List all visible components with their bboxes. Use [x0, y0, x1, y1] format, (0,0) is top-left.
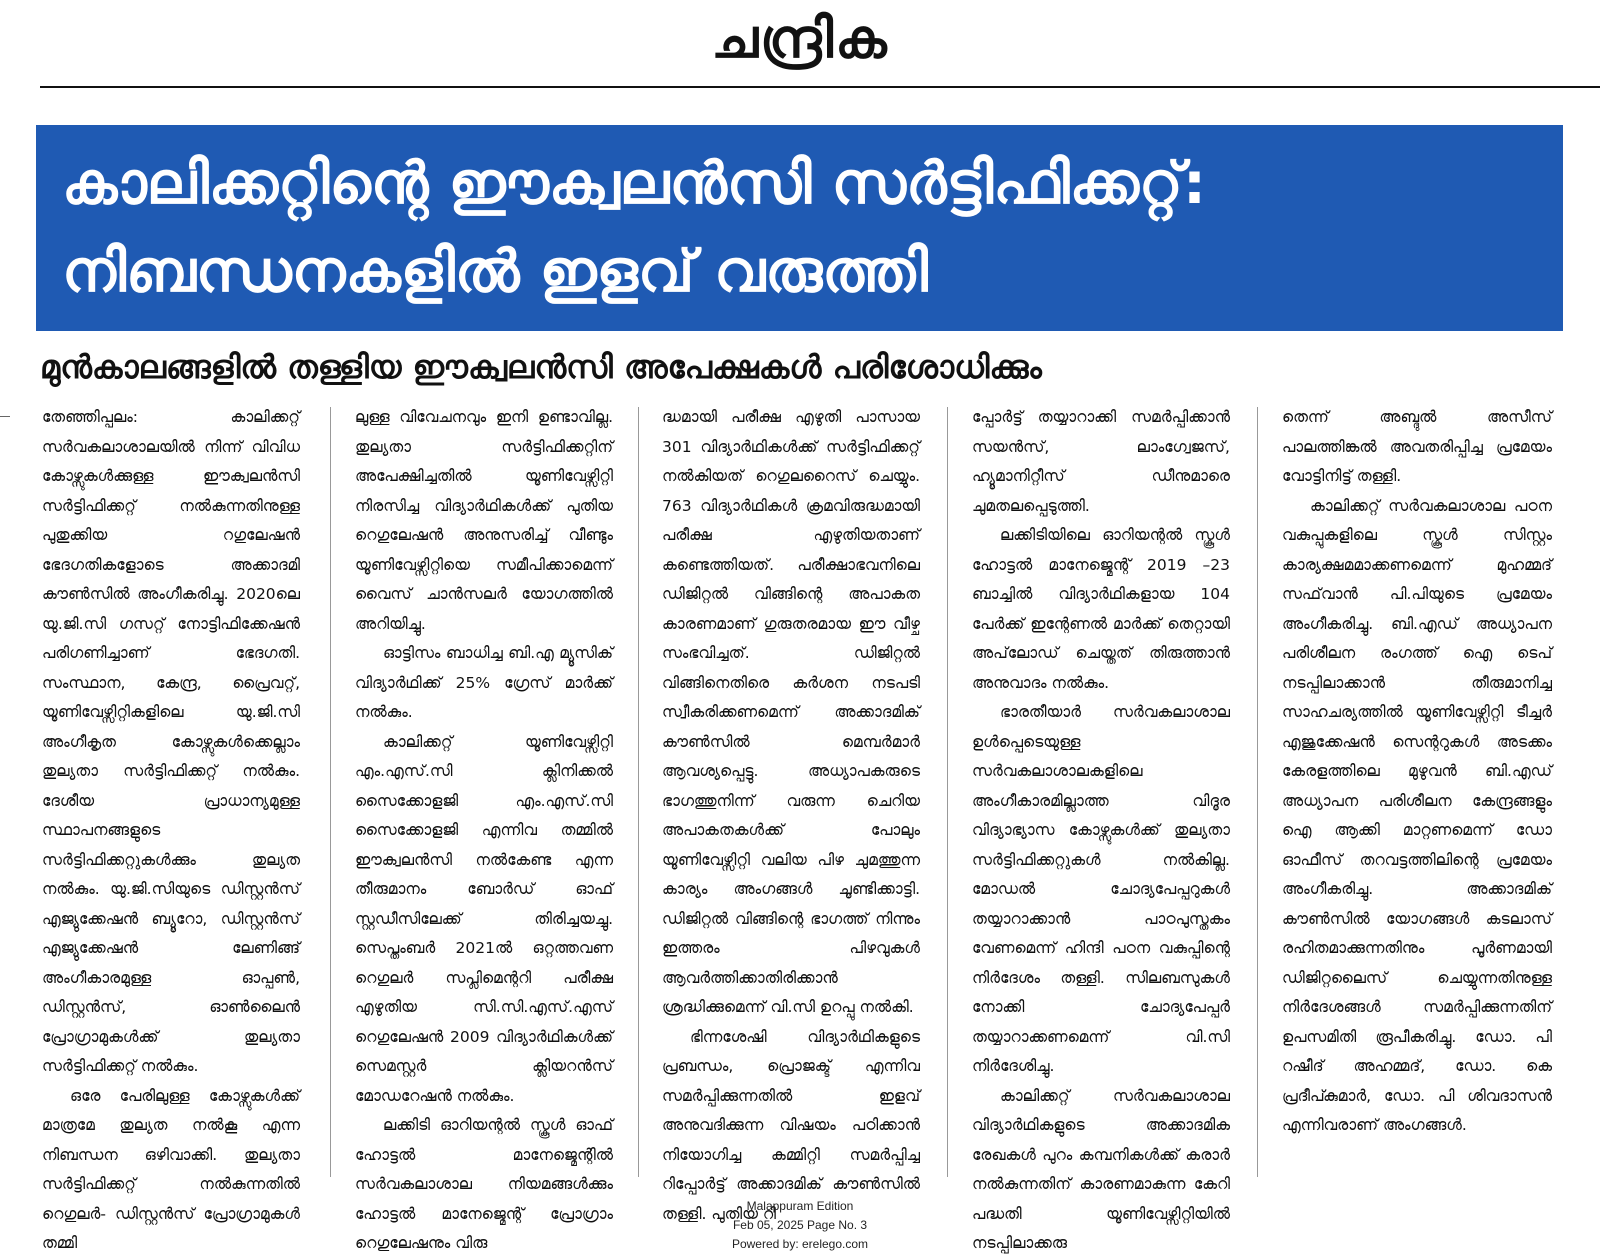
- article-column-1: [42, 403, 300, 1252]
- headline-banner: [36, 125, 1563, 331]
- article-column-2: [355, 403, 613, 1252]
- page-footer: [600, 1197, 1000, 1254]
- column-3-paragraph-2: ഭിന്നശേഷി വിദ്യാർഥികളുടെ പ്രബന്ധം, പ്രൊജക്ട് എന്നിവ സമർപ്പിക്കുന്നതിൽ ഇളവ് അനുവദിക്കുന്ന വിഷയം പഠിക്കാൻ നിയോഗിച്ച കമ്മിറ്റി സമർപ്പിച്ച റിപ്പോർട്ട് അക്കാദമിക് കൗൺസിൽ തള്ളി. പുതിയ റി: [662, 1027, 920, 1223]
- column-1-paragraph-1: തേഞ്ഞിപ്പലം: കാലിക്കറ്റ് സർവകലാശാലയിൽ നിന്ന് വിവിധ കോഴ്സുകൾക്കുള്ള ഈക്വലൻസി സർട്ടിഫിക്കറ്റ് നൽകുന്നതിനുള്ള പുതുക്കിയ റഗുലേഷൻ ഭേദഗതികളോടെ അക്കാദമി കൗൺസിൽ അംഗീകരിച്ചു. 2020ലെ യു.ജി.സി ഗസറ്റ് നോട്ടിഫിക്കേഷൻ പരിഗണിച്ചാണ് ഭേദഗതി. സംസ്ഥാന, കേന്ദ്ര, പ്രൈവറ്റ്, യൂണിവേഴ്സിറ്റികളിലെ യു.ജി.സി അംഗീകൃത കോഴ്സുകൾക്കെല്ലാം തുല്യതാ സർട്ടിഫിക്കറ്റ് നൽകും. ദേശീയ പ്രാധാന്യമുള്ള സ്ഥാപനങ്ങളുടെ സർട്ടിഫിക്കറ്റുകൾക്കും തുല്യത നൽകും. യു.ജി.സിയുടെ ഡിസ്റ്റൻസ് എജ്യുക്കേഷൻ ബ്യൂറോ, ഡിസ്റ്റൻസ് എജ്യുക്കേഷൻ ലേണിങ്ങ് അംഗീകാരമുള്ള ഓപ്പൺ, ഡിസ്റ്റൻസ്, ഓൺലൈൻ പ്രോഗ്രാമുകൾക്ക് തുല്യതാ സർട്ടിഫിക്കറ്റ് നൽകും.: [42, 408, 300, 1075]
- column-2-paragraph-1: ലുള്ള വിവേചനവും ഇനി ഉണ്ടാവില്ല. തുല്യതാ സർട്ടിഫിക്കറ്റിന് അപേക്ഷിച്ചതിൽ യൂണിവേഴ്സിറ്റി നിരസിച്ച വിദ്യാർഥികൾക്ക് പുതിയ റെഗുലേഷൻ അനുസരിച്ച് വീണ്ടും യൂണിവേഴ്സിറ്റിയെ സമീപിക്കാമെന്ന് വൈസ് ചാൻസലർ യോഗത്തിൽ അറിയിച്ചു.: [355, 408, 613, 633]
- column-divider: [1257, 407, 1258, 1177]
- column-divider: [330, 407, 331, 1177]
- column-2-paragraph-4: ലക്കിടി ഓറിയന്റൽ സ്കൂൾ ഓഫ് ഹോട്ടൽ മാനേജ്മെന്റിൽ സർവകലാശാല നിയമങ്ങൾക്കും ഹോട്ടൽ മാനേജ്മെന്റ് പ്രോഗ്രാം റെഗുലേഷനും വിരു: [355, 1116, 613, 1252]
- date-page-label: Feb 05, 2025 Page No. 3: [732, 1218, 868, 1232]
- edition-label: Malappuram Edition: [746, 1199, 854, 1213]
- column-1-paragraph-2: ഒരേ പേരിലുള്ള കോഴ്സുകൾക്ക് മാത്രമേ തുല്യത നൽകൂ എന്ന നിബന്ധന ഒഴിവാക്കി. തുല്യതാ സർട്ടിഫിക്കറ്റ് നൽകുന്നതിൽ റെഗുലർ- ഡിസ്റ്റൻസ് പ്രോഗ്രാമുകൾ തമ്മി: [42, 1086, 300, 1252]
- column-3-paragraph-1: ദ്ധമായി പരീക്ഷ എഴുതി പാസായ 301 വിദ്യാർഥികൾക്ക് സർട്ടിഫിക്കറ്റ് നൽകിയത് റെഗുലറൈസ് ചെയ്യും. 763 വിദ്യാർഥികൾ ക്രമവിരുദ്ധമായി പരീക്ഷ എഴുതിയതാണ് കണ്ടെത്തിയത്. പരീക്ഷാഭവനിലെ ഡിജിറ്റൽ വിങ്ങിന്റെ അപാകത കാരണമാണ് ഗുരുതരമായ ഈ വീഴ്ച സംഭവിച്ചത്. ഡിജിറ്റൽ വിങ്ങിനെതിരെ കർശന നടപടി സ്വീകരിക്കണമെന്ന് അക്കാദമിക് കൗൺസിൽ മെമ്പർമാർ ആവശ്യപ്പെട്ടു. അധ്യാപകരുടെ ഭാഗത്തുനിന്ന് വരുന്ന ചെറിയ അപാകതകൾക്ക് പോലും യൂണിവേഴ്സിറ്റി വലിയ പിഴ ചുമത്തുന്ന കാര്യം അംഗങ്ങൾ ചൂണ്ടിക്കാട്ടി. ഡിജിറ്റൽ വിങ്ങിന്റെ ഭാഗത്ത് നിന്നും ഇത്തരം പിഴവുകൾ ആവർത്തിക്കാതിരിക്കാൻ ശ്രദ്ധിക്കുമെന്ന് വി.സി ഉറപ്പു നൽകി.: [662, 408, 920, 1016]
- column-4-paragraph-1: പ്പോർട്ട് തയ്യാറാക്കി സമർപ്പിക്കാൻ സയൻസ്, ലാംഗ്വേജസ്, ഹ്യൂമാനിറ്റീസ് ഡീനുമാരെ ചുമതലപ്പെടുത്തി.: [972, 408, 1230, 515]
- masthead-rule: [40, 86, 1600, 88]
- column-2-paragraph-2: ഓട്ടിസം ബാധിച്ച ബി.എ മ്യൂസിക് വിദ്യാർഥിക്ക് 25% ഗ്രേസ് മാർക്ക് നൽകും.: [355, 644, 613, 721]
- powered-by-link[interactable]: Powered by: erelego.com: [731, 1237, 869, 1251]
- column-4-paragraph-2: ലക്കിടിയിലെ ഓറിയന്റൽ സ്കൂൾ ഹോട്ടൽ മാനേജ്മെന്റ് 2019 –23 ബാച്ചിൽ വിദ്യാർഥികളായ 104 പേർക്ക് ഇന്റേണൽ മാർക്ക് തെറ്റായി അപ്‌ലോഡ് ചെയ്തത് തിരുത്താൻ അനുവാദം നൽകും.: [972, 526, 1230, 692]
- column-5-paragraph-2: കാലിക്കറ്റ് സർവകലാശാല പഠന വകുപ്പുകളിലെ സ്കൂൾ സിസ്റ്റം കാര്യക്ഷമമാക്കണമെന്ന് മുഹമ്മദ് സഫ്‌വാൻ പി.പിയുടെ പ്രമേയം അംഗീകരിച്ചു. ബി.എഡ് അധ്യാപന പരിശീലന രംഗത്ത് ഐ ടെപ് നടപ്പിലാക്കാൻ തീരുമാനിച്ച സാഹചര്യത്തിൽ യൂണിവേഴ്സിറ്റി ടീച്ചർ എജുക്കേഷൻ സെന്ററുകൾ അടക്കം കേരളത്തിലെ മുഴുവൻ ബി.എഡ് അധ്യാപന പരിശീലന കേന്ദ്രങ്ങളും ഐ ആക്കി മാറ്റണമെന്ന് ഡോ ഓഫീസ് തറവട്ടത്തിലിന്റെ പ്രമേയം അംഗീകരിച്ചു. അക്കാദമിക് കൗൺസിൽ യോഗങ്ങൾ കടലാസ് രഹിതമാക്കുന്നതിനും പൂർണമായി ഡിജിറ്റലൈസ് ചെയ്യുന്നതിനുള്ള നിർദേശങ്ങൾ സമർപ്പിക്കുന്നതിന് ഉപസമിതി രൂപീകരിച്ചു. ഡോ. പി റഷീദ് അഹമ്മദ്, ഡോ. കെ പ്രദീപ്കുമാർ, ഡോ. പി ശിവദാസൻ എന്നിവരാണ് അംഗങ്ങൾ.: [1282, 496, 1552, 1134]
- column-4-paragraph-4: കാലിക്കറ്റ് സർവകലാശാല വിദ്യാർഥികളുടെ അക്കാദമിക രേഖകൾ പുറം കമ്പനികൾക്ക് കരാർ നൽകുന്നതിന് കാരണമാകുന്ന കേറി പദ്ധതി യൂണിവേഴ്സിറ്റിയിൽ നടപ്പിലാക്കരു: [972, 1086, 1230, 1252]
- column-4-paragraph-3: ഭാരതീയാർ സർവകലാശാല ഉൾപ്പെടെയുള്ള സർവകലാശാലകളിലെ അംഗീകാരമില്ലാത്ത വിദൂര വിദ്യാഭ്യാസ കോഴ്സുകൾക്ക് തുല്യതാ സർട്ടിഫിക്കറ്റുകൾ നൽകില്ല. മോഡൽ ചോദ്യപേപ്പറുകൾ തയ്യാറാക്കാൻ പാഠപുസ്തകം വേണമെന്ന് ഹിന്ദി പഠന വകുപ്പിന്റെ നിർദേശം തള്ളി. സിലബസുകൾ നോക്കി ചോദ്യപേപ്പർ തയ്യാറാക്കണമെന്ന് വി.സി നിർദേശിച്ചു.: [972, 703, 1230, 1075]
- subheadline: മുൻകാലങ്ങളിൽ തള്ളിയ ഈക്വലൻസി അപേക്ഷകൾ പരിശോധിക്കും: [40, 348, 1042, 386]
- column-divider: [947, 407, 948, 1177]
- headline-line-1: കാലിക്കറ്റിന്റെ ഈക്വലൻസി സർട്ടിഫിക്കറ്റ്:: [62, 149, 1207, 217]
- masthead: [0, 0, 1600, 80]
- column-2-paragraph-3: കാലിക്കറ്റ് യൂണിവേഴ്സിറ്റി എം.എസ്.സി ക്ലിനിക്കൽ സൈക്കോളജി എം.എസ്.സി സൈക്കോളജി എന്നിവ തമ്മിൽ ഈക്വലൻസി നൽകേണ്ട എന്ന തീരുമാനം ബോർഡ് ഓഫ് സ്റ്റഡീസിലേക്ക് തിരിച്ചയച്ചു. സെപ്തംബർ 2021ൽ ഒറ്റത്തവണ റെഗുലർ സപ്ലിമെന്ററി പരീക്ഷ എഴുതിയ സി.സി.എസ്.എസ് റെഗുലേഷൻ 2009 വിദ്യാർഥികൾക്ക് സെമസ്റ്റർ ക്ലിയറൻസ് മോഡറേഷൻ നൽകും.: [355, 732, 613, 1105]
- headline-line-2: നിബന്ധനകളിൽ ഇളവ് വരുത്തി: [62, 237, 928, 305]
- column-5-paragraph-1: തെന്ന് അബ്ദുൽ അസീസ് പാലത്തിങ്കൽ അവതരിപ്പിച്ച പ്രമേയം വോട്ടിനിട്ട് തള്ളി.: [1282, 408, 1552, 485]
- column-divider: [638, 407, 639, 1177]
- article-column-4: [972, 403, 1230, 1252]
- article-column-5: [1282, 403, 1552, 1181]
- newspaper-logo: ചന്ദ്രിക: [711, 7, 889, 70]
